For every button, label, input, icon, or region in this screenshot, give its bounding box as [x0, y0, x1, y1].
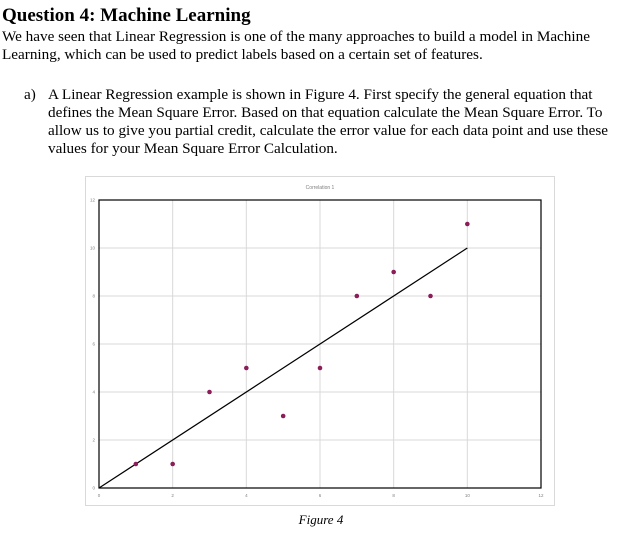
data-point	[170, 462, 175, 467]
x-tick-label: 0	[97, 493, 101, 498]
x-tick-label: 8	[392, 493, 395, 498]
question-title: Question 4: Machine Learning	[2, 5, 251, 26]
part-a-text: A Linear Regression example is shown in Figure 4. First specify the general equation that defines the Mean Square Error. Based on that equation calculate the Mean Square Error. To allow us to give you partial credit, calculate the error value for each data point and use these values for your Mean Square Error Calculation.	[48, 86, 609, 157]
x-tick-label: 12	[538, 493, 544, 498]
x-tick-label: 4	[245, 493, 248, 498]
x-tick-label: 2	[171, 493, 174, 498]
y-tick-label: 0	[92, 485, 95, 491]
data-point	[134, 462, 139, 467]
y-tick-label: 4	[92, 389, 95, 395]
question-intro: We have seen that Linear Regression is one of the many approaches to build a model in Machine Learning, which can be used to predict labels based on a certain set of features.	[2, 28, 590, 63]
y-tick-label: 6	[92, 341, 95, 347]
data-point	[281, 414, 286, 419]
chart-canvas	[85, 176, 555, 506]
data-point	[318, 366, 323, 371]
data-point	[244, 366, 249, 371]
y-tick-label: 12	[89, 197, 95, 203]
y-tick-label: 2	[92, 437, 95, 443]
regression-chart	[85, 176, 555, 506]
data-point	[355, 294, 360, 299]
data-point	[428, 294, 433, 299]
x-tick-label: 10	[464, 493, 470, 498]
data-point	[391, 270, 396, 275]
y-tick-label: 8	[92, 293, 95, 299]
data-point	[207, 390, 212, 395]
x-tick-label: 6	[318, 493, 322, 498]
chart-title: Correlation 1	[305, 185, 335, 191]
part-a-label: a)	[24, 86, 36, 103]
y-tick-label: 10	[89, 245, 95, 251]
figure-caption: Figure 4	[298, 512, 344, 527]
data-point	[465, 222, 470, 227]
